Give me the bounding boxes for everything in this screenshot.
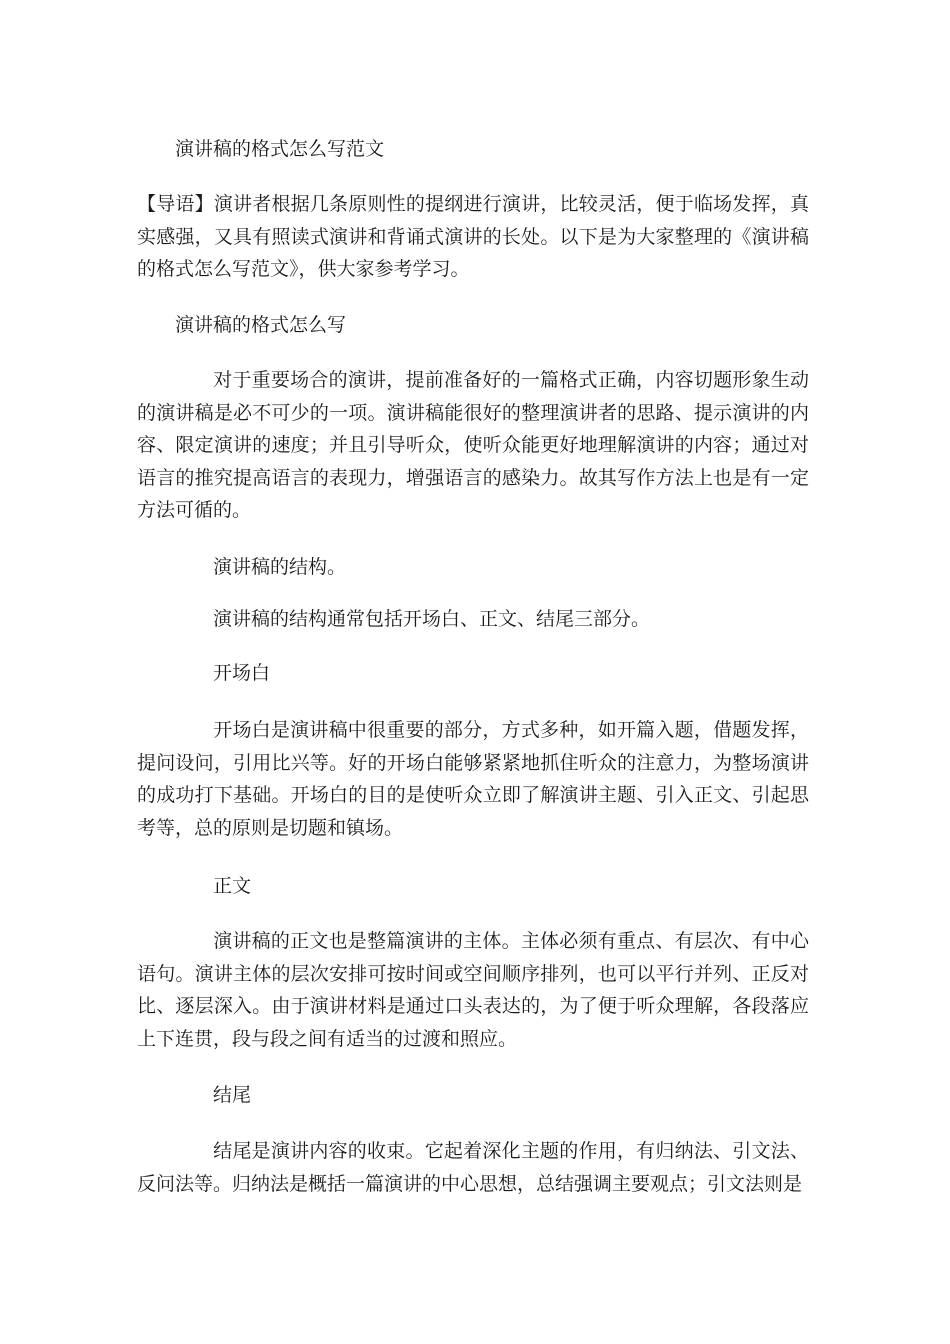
body-paragraph <box>137 925 809 1055</box>
body-heading: 正文 <box>213 875 252 897</box>
overview-paragraph <box>137 364 809 527</box>
opening-text: 开场白是演讲稿中很重要的部分，方式多种，如开篇入题，借题发挥，提问设问，引用比兴等。好的开场白能够紧紧地抓住听众的注意力，为整场演讲的成功打下基础。开场白的目的是使听众立即了解演讲主题、引入正文、引起思考等，总的原则是切题和镇场。 <box>137 719 809 839</box>
ending-text: 结尾是演讲内容的收束。它起着深化主题的作用，有归纳法、引文法、反问法等。归纳法是概括一篇演讲的中心思想，总结强调主要观点；引文法则是 <box>137 1140 809 1195</box>
structure-paragraph: 演讲稿的结构通常包括开场白、正文、结尾三部分。 <box>213 608 651 630</box>
ending-paragraph <box>137 1135 809 1200</box>
ending-heading: 结尾 <box>213 1084 252 1106</box>
opening-heading: 开场白 <box>213 662 271 684</box>
opening-paragraph <box>137 714 809 844</box>
document-title: 演讲稿的格式怎么写范文 <box>175 138 385 160</box>
structure-heading: 演讲稿的结构。 <box>213 556 347 578</box>
intro-paragraph: 【导语】演讲者根据几条原则性的提纲进行演讲，比较灵活，便于临场发挥，真实感强，又具有照读式演讲和背诵式演讲的长处。以下是为大家整理的《演讲稿的格式怎么写范文》，供大家参考学习。 <box>137 193 809 280</box>
body-text: 演讲稿的正文也是整篇演讲的主体。主体必须有重点、有层次、有中心语句。演讲主体的层次安排可按时间或空间顺序排列，也可以平行并列、正反对比、逐层深入。由于演讲材料是通过口头表达的，为了便于听众理解，各段落应上下连贯，段与段之间有适当的过渡和照应。 <box>137 930 809 1050</box>
overview-text: 对于重要场合的演讲，提前准备好的一篇格式正确，内容切题形象生动的演讲稿是必不可少的一项。演讲稿能很好的整理演讲者的思路、提示演讲的内容、限定演讲的速度；并且引导听众，使听众能更好地理解演讲的内容；通过对语言的推究提高语言的表现力，增强语言的感染力。故其写作方法上也是有一定方法可循的。 <box>137 369 809 521</box>
section-heading: 演讲稿的格式怎么写 <box>175 314 347 336</box>
